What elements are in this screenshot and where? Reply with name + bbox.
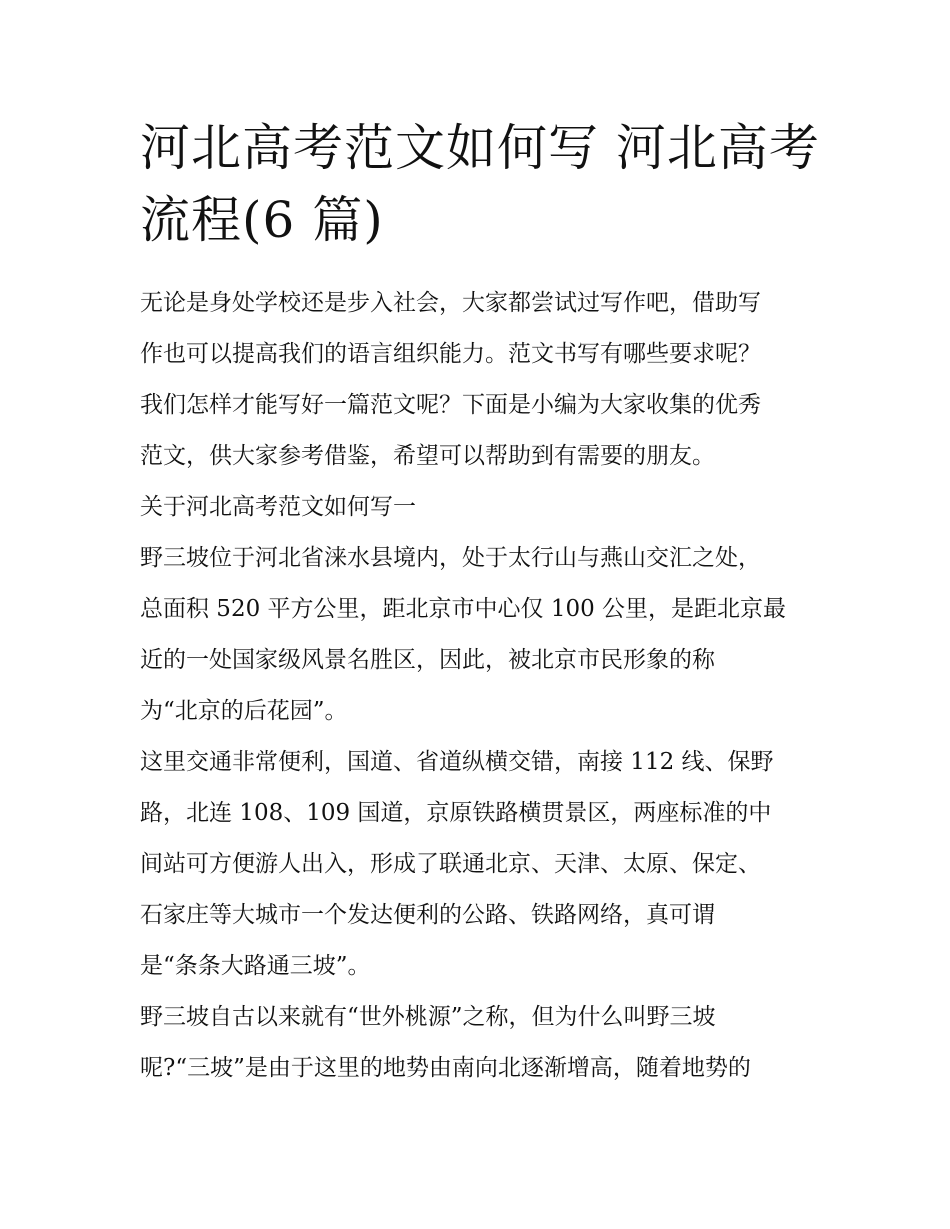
text-line: 间站可方便游人出入，形成了联通北京、天津、太原、保定、 (140, 851, 761, 877)
body-paragraph (140, 992, 820, 1094)
intro-paragraph (140, 278, 820, 482)
text-line: 范文，供大家参考借鉴，希望可以帮助到有需要的朋友。 (140, 443, 715, 469)
page-title (140, 112, 820, 256)
title-line: 河北高考范文如何写 河北高考 (140, 119, 820, 177)
text-line: 近的一处国家级风景名胜区，因此，被北京市民形象的称 (140, 647, 715, 673)
body-paragraph (140, 533, 820, 737)
text-line: 呢?“三坡”是由于这里的地势由南向北逐渐增高，随着地势的 (140, 1055, 751, 1081)
text-line: 是“条条大路通三坡”。 (140, 953, 371, 979)
document-content (140, 112, 820, 1094)
title-line: 流程(6 篇) (140, 191, 384, 249)
section-heading (140, 482, 820, 533)
text-line: 无论是身处学校还是步入社会，大家都尝试过写作吧，借助写 (140, 290, 761, 316)
text-line: 路，北连 108、109 国道，京原铁路横贯景区，两座标准的中 (140, 800, 772, 826)
text-line: 我们怎样才能写好一篇范文呢？下面是小编为大家收集的优秀 (140, 392, 761, 418)
text-line: 野三坡自古以来就有“世外桃源”之称，但为什么叫野三坡 (140, 1004, 716, 1030)
text-line: 总面积 520 平方公里，距北京市中心仅 100 公里，是距北京最 (140, 596, 787, 622)
body-paragraph (140, 737, 820, 992)
text-line: 关于河北高考范文如何写一 (140, 494, 416, 520)
text-line: 石家庄等大城市一个发达便利的公路、铁路网络，真可谓 (140, 902, 715, 928)
document-body (140, 278, 820, 1094)
text-line: 这里交通非常便利，国道、省道纵横交错，南接 112 线、保野 (140, 749, 774, 775)
text-line: 作也可以提高我们的语言组织能力。范文书写有哪些要求呢？ (140, 341, 761, 367)
text-line: 为“北京的后花园”。 (140, 698, 348, 724)
text-line: 野三坡位于河北省涞水县境内，处于太行山与燕山交汇之处， (140, 545, 761, 571)
